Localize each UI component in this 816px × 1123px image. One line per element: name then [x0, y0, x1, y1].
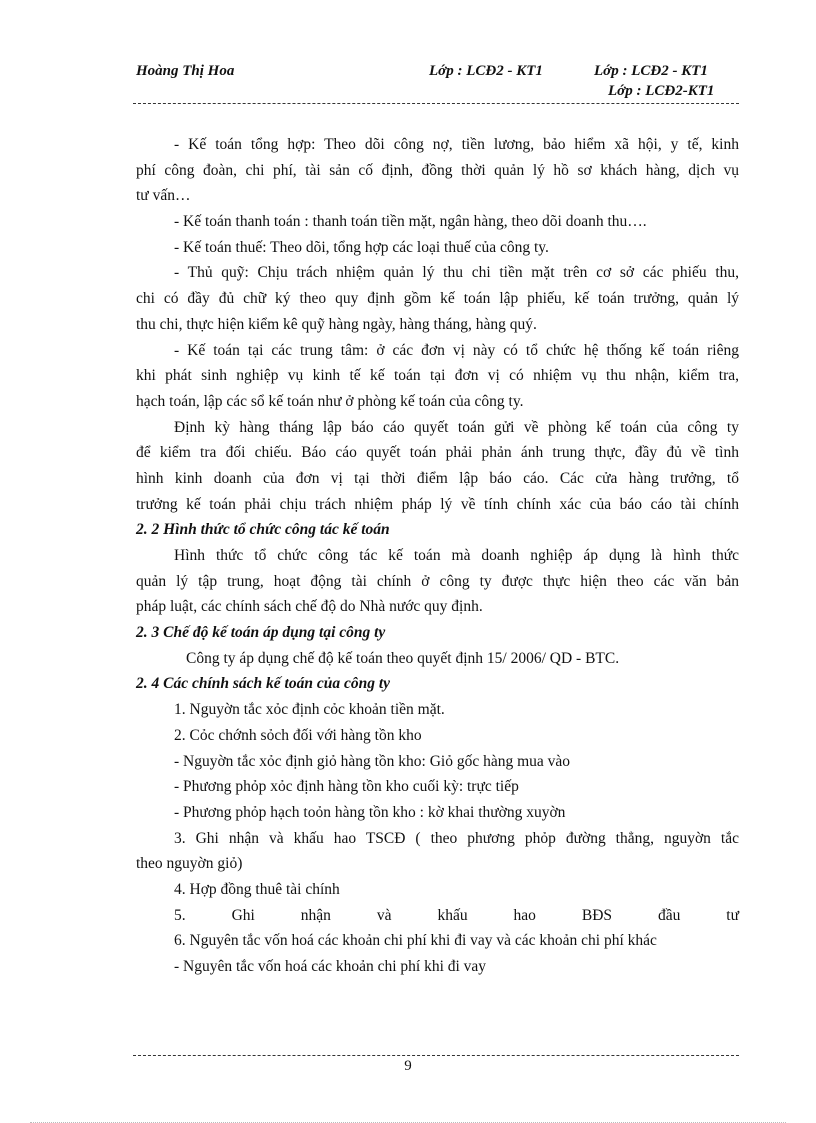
para-periodic-report-line-2: để kiểm tra đối chiếu. Báo cáo quyết toán phải phản ánh trung thực, đầy đủ về tình — [136, 444, 739, 462]
para-center-accounting-line-2: khi phát sinh nghiệp vụ kinh tế kế toán tại đơn vị có nhiệm vụ thu nhận, kiểm tra, — [136, 367, 739, 385]
list-item-5: 5. Ghi nhận và khấu hao BĐS đầu tư — [174, 906, 739, 924]
para-periodic-report-line-3: hình kinh doanh của đơn vị tại thời điểm lập báo cáo. Các cửa hàng trưởng, tổ — [136, 469, 739, 487]
para-organization-form-line-1: Hình thức tổ chức công tác kế toán mà doanh nghiệp áp dụng là hình thức — [174, 547, 739, 564]
para-payment-accounting: - Kế toán thanh toán : thanh toán tiền mặt, ngân hàng, theo dõi doanh thu…. — [174, 213, 647, 231]
para-general-accounting-line-1: - Kế toán tổng hợp: Theo dõi công nợ, tiền lương, bảo hiểm xã hội, y tế, kinh — [174, 136, 739, 153]
para-general-accounting-line-3: tư vấn… — [136, 187, 191, 205]
para-cashier-line-3: thu chi, thực hiện kiểm kê quỹ hàng ngày, hàng tháng, hàng quý. — [136, 315, 537, 333]
list-item-1: 1. Nguyờn tắc xỏc định cỏc khoản tiền mặt. — [174, 701, 445, 719]
para-cashier-line-2: chi có đầy đủ chữ ký theo quy định gồm kế toán lập phiếu, kế toán trưởng, quản lý — [136, 290, 739, 308]
list-item-2-c: - Phương phỏp hạch toỏn hàng tồn kho : kờ khai thường xuyờn — [174, 803, 566, 821]
list-item-2: 2. Cỏc chớnh sỏch đối với hàng tồn kho — [174, 726, 422, 744]
class-label-3: Lớp : LCĐ2-KT1 — [608, 83, 715, 99]
para-center-accounting-line-3: hạch toán, lập các sổ kế toán như ở phòng kế toán của công ty. — [136, 392, 524, 410]
list-item-3-line-2: theo nguyờn giỏ) — [136, 855, 243, 873]
para-general-accounting-line-2: phí công đoàn, chi phí, tài sản cố định, đồng thời quản lý hồ sơ khách hàng, dịch vụ — [136, 161, 739, 179]
para-accounting-regime: Công ty áp dụng chế độ kế toán theo quyết định 15/ 2006/ QD - BTC. — [186, 649, 620, 667]
class-label-2: Lớp : LCĐ2 - KT1 — [594, 63, 708, 79]
para-periodic-report-line-4: trưởng kế toán phải chịu trách nhiệm pháp lý về tính chính xác của báo cáo tài chính — [136, 495, 739, 513]
list-item-3-line-1: 3. Ghi nhận và khấu hao TSCĐ ( theo phương phỏp đường thẳng, nguyờn tắc — [174, 829, 739, 847]
para-center-accounting-line-1: - Kế toán tại các trung tâm: ở các đơn vị này có tổ chức hệ thống kế toán riêng — [174, 341, 739, 359]
footer-divider — [133, 1055, 739, 1056]
class-label-1: Lớp : LCĐ2 - KT1 — [429, 63, 543, 79]
header-divider — [133, 103, 739, 104]
list-item-6: 6. Nguyên tắc vốn hoá các khoản chi phí khi đi vay và các khoản chi phí khác — [174, 932, 657, 950]
list-item-2-b: - Phương phỏp xỏc định hàng tồn kho cuối kỳ: trực tiếp — [174, 778, 519, 796]
para-organization-form-line-2: quản lý tập trung, hoạt động tài chính ở công ty được thực hiện theo các văn bản — [136, 572, 739, 590]
para-organization-form-line-3: pháp luật, các chính sách chế độ do Nhà nước quy định. — [136, 598, 483, 616]
list-item-2-a: - Nguyờn tắc xỏc định giỏ hàng tồn kho: Giỏ gốc hàng mua vào — [174, 752, 571, 770]
section-heading-2-4: 2. 4 Các chính sách kế toán của công ty — [136, 675, 391, 693]
list-item-4: 4. Hợp đồng thuê tài chính — [174, 880, 340, 898]
para-tax-accounting: - Kế toán thuế: Theo dõi, tổng hợp các loại thuế của công ty. — [174, 238, 549, 256]
list-item-6-a: - Nguyên tắc vốn hoá các khoản chi phí khi đi vay — [174, 958, 487, 975]
section-heading-2-2: 2. 2 Hình thức tổ chức công tác kế toán — [136, 521, 390, 539]
para-cashier-line-1: - Thủ quỹ: Chịu trách nhiệm quản lý thu chi tiền mặt trên cơ sở các phiếu thu, — [174, 264, 739, 282]
document-body — [136, 132, 739, 980]
section-heading-2-3: 2. 3 Chế độ kế toán áp dụng tại công ty — [136, 624, 386, 642]
para-periodic-report-line-1: Định kỳ hàng tháng lập báo cáo quyết toán gửi về phòng kế toán của công ty — [174, 418, 739, 436]
author-name: Hoàng Thị Hoa — [136, 63, 235, 79]
page-number: 9 — [404, 1058, 412, 1074]
